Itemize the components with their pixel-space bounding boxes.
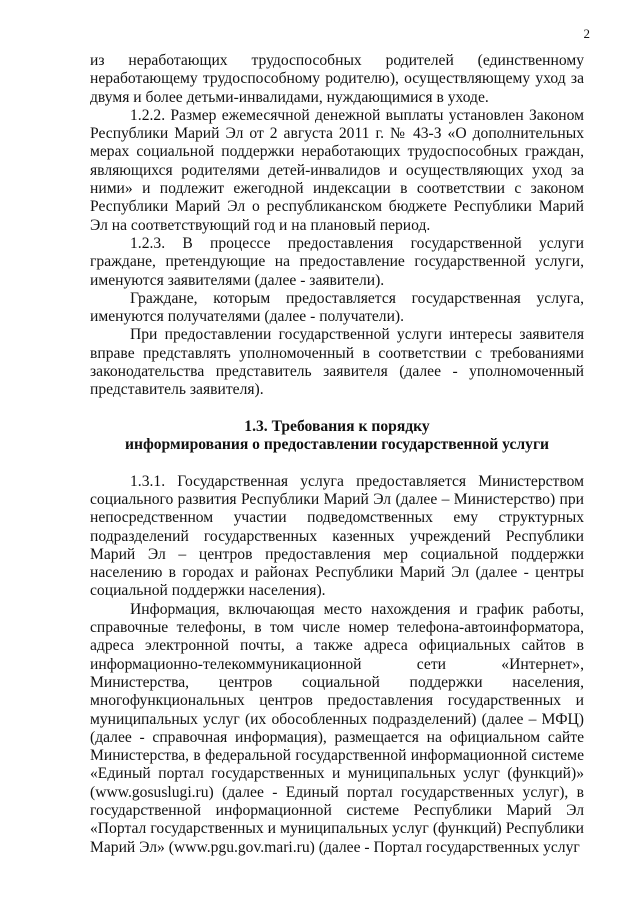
paragraph: 1.3.1. Государственная услуга предоставляется Министерством социального развития Республики Марий Эл (далее – Министерство) при непосредственном участии подведомственных ему структурных подразделений государственных казенных учреждений Республики Марий Эл – центров предоставления мер социальной поддержки населению в городах и районах Республики Марий Эл (далее - центры социальной поддержки населения). — [90, 472, 584, 600]
section-heading — [90, 418, 584, 455]
section-heading-line-2: информирования о предоставлении государственной услуги — [124, 436, 550, 454]
paragraph: из неработающих трудоспособных родителей (единственному неработающему трудоспособному родителю), осуществляющему уход за двумя и более детьми-инвалидами, нуждающимися в уходе. — [90, 52, 584, 106]
paragraph: Информация, включающая место нахождения и график работы, справочные телефоны, в том числе номер телефона-автоинформатора, адреса электронной почты, а также адреса официальных сайтов в информационно-телекоммуникационной сети «Интернет», Министерства, центров социальной поддержки населения, многофункциональных центров предоставления государственных и муниципальных услуг (их обособленных подразделений) (далее – МФЦ) (далее - справочная информация), размещается на официальном сайте Министерства, в федеральной государственной информационной системе «Единый портал государственных и муниципальных услуг (функций)» (www.gosuslugi.ru) (далее - Единый портал государственных услуг), в государственной информационной системе Республики Марий Эл «Портал государственных и муниципальных услуг (функций) Республики Марий Эл» (www.pgu.gov.mari.ru) (далее - Портал государственных услуг — [90, 600, 584, 856]
paragraph: При предоставлении государственной услуги интересы заявителя вправе представлять уполномоченный в соответствии с требованиями законодательства представитель заявителя (далее - уполномоченный представитель заявителя). — [90, 326, 584, 399]
paragraphs-before — [90, 52, 584, 400]
paragraph: Граждане, которым предоставляется государственная услуга, именуются получателями (далее - получатели). — [90, 289, 584, 326]
paragraph: 1.2.2. Размер ежемесячной денежной выплаты установлен Законом Республики Марий Эл от 2 августа 2011 г. № 43-З «О дополнительных мерах социальной поддержки неработающих трудоспособных граждан, являющихся родителями детей-инвалидов и осуществляющих уход за ними» и подлежит ежегодной индексации в соответствии с законом Республики Марий Эл о республиканском бюджете Республики Марий Эл на соответствующий год и на плановый период. — [90, 106, 584, 234]
paragraph: 1.2.3. В процессе предоставления государственной услуги граждане, претендующие на предоставление государственной услуги, именуются заявителями (далее - заявители). — [90, 234, 584, 289]
page-number: 2 — [583, 26, 590, 41]
section-heading-line-1: 1.3. Требования к порядку — [244, 417, 430, 435]
document-body — [90, 52, 584, 857]
paragraphs-after — [90, 473, 584, 857]
